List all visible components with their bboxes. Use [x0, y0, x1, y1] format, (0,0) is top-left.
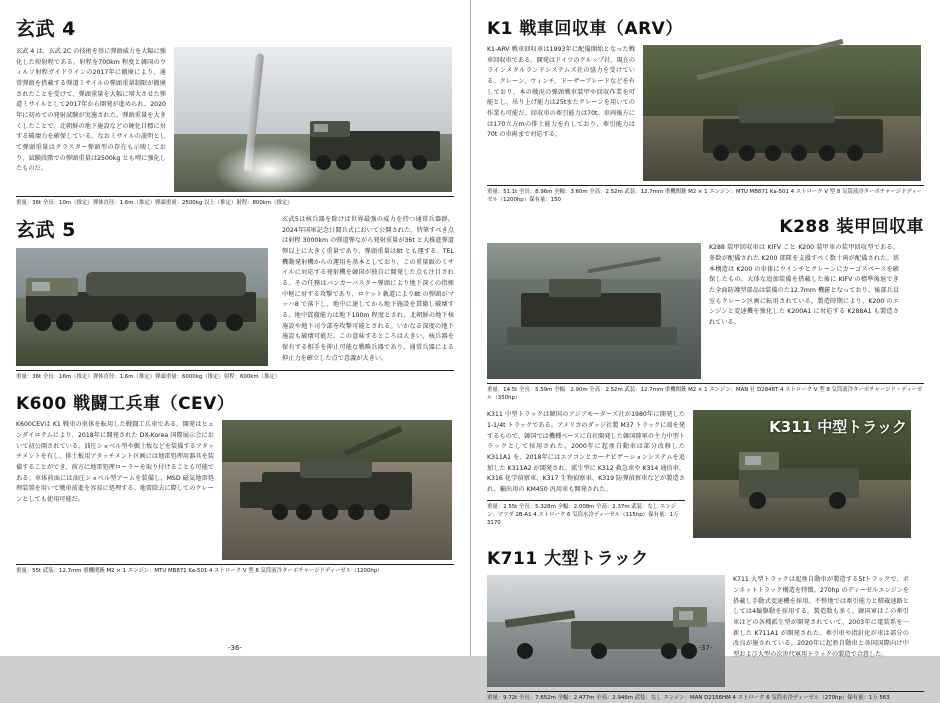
spec-k711: 重量：9.72t 全長：7.652m 全幅：2.477m 全高：2.946m 武装：なし エンジン：MAN D2156HM 4 ストローク 6 気筒水冷ディーゼル（270hp）保有量：1万 563	[487, 691, 924, 702]
section-k711	[487, 544, 924, 702]
section-hyonmu5	[16, 215, 454, 381]
photo-k311-truck-forest	[693, 410, 911, 538]
body-text-k1arv: K1-ARV 戦車回収車は1993年に配備開始となった戦車回収車である。開発はドイツのクルップ社、現在のラインメタルランドシステムズ社の協力を受けている。クレーン、ウィンチ、ドーザーブレードなどを有しており、本の戦況の弾頭戦車装甲や回収作業を可能とし、吊り上げ能力は25tまたクレーンを用いての作業も可能だ。回収車の牽引能力は70t。車両後方には170立方mの排土能力を有しており、牽引能力は70t の車両まで対応する。	[487, 46, 636, 139]
page-number-right: -37-	[698, 644, 713, 652]
body-text-k311: K311 中型トラックは韓国のアジアモーターズ社が1980年に開発した1-1/4t トラックである。アメリカのダッジ社製 M37 トラックに端を発するもので、韓国では機種ベースに自社開発した韓国陸軍の主力中型トラックとして採用された。2000年に起亜自動車は部分改修した K311A1 を、2018年にはエアコンとカーナビゲーションシステムを追加した K311A2 が開発され、派生型に K312 救急車や K314 通信車、K316 化学偵察車、K317 生物偵察車、K319 防弾偵察車などが製造され、輸出用の KM450 汎用車も開発された。	[487, 411, 685, 494]
spec-k600: 重量：55t 武装：12.7mm 重機関銃 M2 × 1 エンジン：MTU MB871 Ka-501 4 ストローク V 型 8 気筒液冷ターボチャージドディーゼル（1200hp）	[16, 564, 454, 575]
section-title-hyonmu5: 玄武 5	[16, 219, 76, 242]
photo-k711-truck-towing-howitzer	[487, 575, 725, 687]
section-title-k711: K711 大型トラック	[487, 549, 649, 570]
body-text-k711: K711 大型トラックは起亜自動車が製造する5tトラックで、ボンネットトラック構造を特徴。270hp のディーゼルエンジンを搭載し手動式変速機を採用。不整地では牽引能力と積載速路としては4輪駆動を採用する。製造数も多く、韓国軍はこの牽引車はどの各種派生型が開発されていて、2003年に電装系を一新した K711A1 が開発された。牽引車や指針化が車は部分の改良が施されている。2020年に起亜自動車と各国国際向け中型および大型の次世代軍用トラックの製造で合意した。	[733, 576, 909, 659]
section-k288	[487, 212, 924, 402]
body-text-hyonmu5: 玄武5は核兵器を除けば世界最強の威力を持つ通常兵器群。2024年国軍記念日閲兵式において公開された。特筆すべき点は射程 3000km の弾道弾ながら発射重量が36t と大推進弾道弾以上に大きく重量であり、弾頭重量は8t とも運する。TEL 機動発射機からの運用を基本としており、この重量級のミサイルに対応する発射機を韓国が独自に開発した点も注目される。その任務はバンカーバスター弾頭により地下深くの指揮中枢に対する攻撃であり、ロケット軌道により8t の弾頭がマッハ8 で落下し、地中に達してから地下施設を貫徹し破壊する。地中貫徹能力は地下100m 程度とされ、北朝鮮の地下核施設や地下司令部を攻撃可能とされる。いかなる深度の地下施設も破壊可能だ。この意味するところは大きい、核兵器を保有する相手を抑止可能な戦略兵器であり、通常兵器による抑止力を確立した点で意義が大きい。	[282, 216, 454, 362]
right-page	[470, 0, 940, 702]
section-title-k600: K600 戦闘工兵車（CEV）	[16, 394, 235, 415]
body-text-k600: K600CEVは K1 戦車の車体を転用した戦闘工兵車である。開発はヒュンダイロテムにより、2018年に開発された DX-Korea 国際展示会において初公開されている。油圧ショベル型や掘土板などを装備するアタッチメントを有し、排土板用アタッチメント区画には地雷処理用器具を装備することができ、前方に地雷処理ローラーを取り付けることも可能である。車体前面には油圧ショベル型アームを装備し、MSD 磁気地雷処理装置を用いて戦車前進を容易に処理する。地雷除去に際してのクレーンとしても使用可能だ。	[16, 421, 214, 503]
section-title-hyonmu4: 玄武 4	[16, 18, 76, 40]
section-k600	[16, 389, 454, 575]
photo-k600-cev-field	[222, 420, 452, 560]
photo-k288-recovery-vehicle-river	[487, 243, 701, 379]
spec-k288: 重量：14.5t 全長：5.59m 全幅：2.90m 全高：2.52m 武装：12.7mm 重機関銃 M2 × 1 エンジン：MAN 社 D2848T 4 ストローク V 型 8 気筒液冷ターボチャージド・ディーゼル（350hp）	[487, 383, 924, 402]
page-number-left: -36-	[228, 644, 242, 652]
section-title-k288: K288 装甲回収車	[779, 217, 924, 238]
photo-k1-arv-crane	[643, 45, 921, 181]
photo-title-k311: K311 中型トラック	[769, 418, 907, 437]
spec-k311: 重量：2.55t 全長：5.328m 全幅：2.008m 全高：2.37m 武装：なし エンジン：マツダ 2B-A1 4 ストローク 6 気筒水冷ディーゼル（115hp）保有量：1万 3170	[487, 500, 685, 527]
spec-k1arv: 重量：51.1t 全長：8.96m 全幅：3.60m 全高：2.52m 武装：12.7mm 重機関銃 M2 × 1 エンジン：MTU MB871 Ka-501 4 ストローク V 型 8 気筒液冷ターボチャージドディーゼル（1200hp）保有量：150	[487, 185, 924, 204]
section-title-k1arv: K1 戦車回収車（ARV）	[487, 19, 683, 39]
left-page	[0, 0, 470, 656]
photo-hyonmu4-tel-launcher	[174, 47, 452, 192]
section-hyonmu4	[16, 14, 454, 207]
section-k311	[487, 410, 924, 538]
photo-hyonmu5-tel-convoy	[16, 248, 268, 366]
section-k1arv	[487, 14, 924, 204]
body-text-hyonmu4: 玄武 4 は、玄武 2C の技術を基に弾頭威力を大幅に強化した短射程である。射程を700km 程度と韓国のウィルソ射程ガイドラインの2017年に撤廃により、通常弾頭を搭載する弾道ミサイルの弾頭重量制限が撤廃されたことを受けて、弾頭重量を大幅に増大させた弾道ミサイルとして2017年から開発が進められ、2020年に初めての発射試験が実施された。弾頭重量を大きくしたことで、北朝鮮の地下施設などの硬化目標に対する破壊力を確保している。なおミサイルの説明として弾頭重量はクラスター弾頭型の存在も示唆しており、試験段階での弾頭重量は2500kg とも噂に強化したものだ。	[16, 48, 166, 173]
body-text-k288: K288 装甲回収車は KIFV こと K200 装甲車の装甲回収型である。多数が配備された K200 部隊を支援すべく数十両が配備された。基本構造は K200 の車体にウインチとクレーンにカーゴスペースを確保したもの。大体な追加装備を搭載した後に KIFV の標準後退できた全面防護型部品は装備のた12.7mm 機銃となっており、後部兵員室もクレーン区画に転用されている。製造時期により、K200 のエンジンと変速機を強化した K200A1 に対応する K288A1 も製造されている。	[709, 244, 899, 326]
spec-hyonmu4: 重量：36t 全長：10m（推定）弾体直径：1.6m（推定）弾頭重量：2500kg 以上（推定）射程：800km（推定）	[16, 196, 454, 207]
spec-hyonmu5: 重量：36t 全長：16m（推定）弾体直径：1.6m（推定）弾頭重量：6000kg（推定）射程：600km（推定）	[16, 370, 454, 381]
